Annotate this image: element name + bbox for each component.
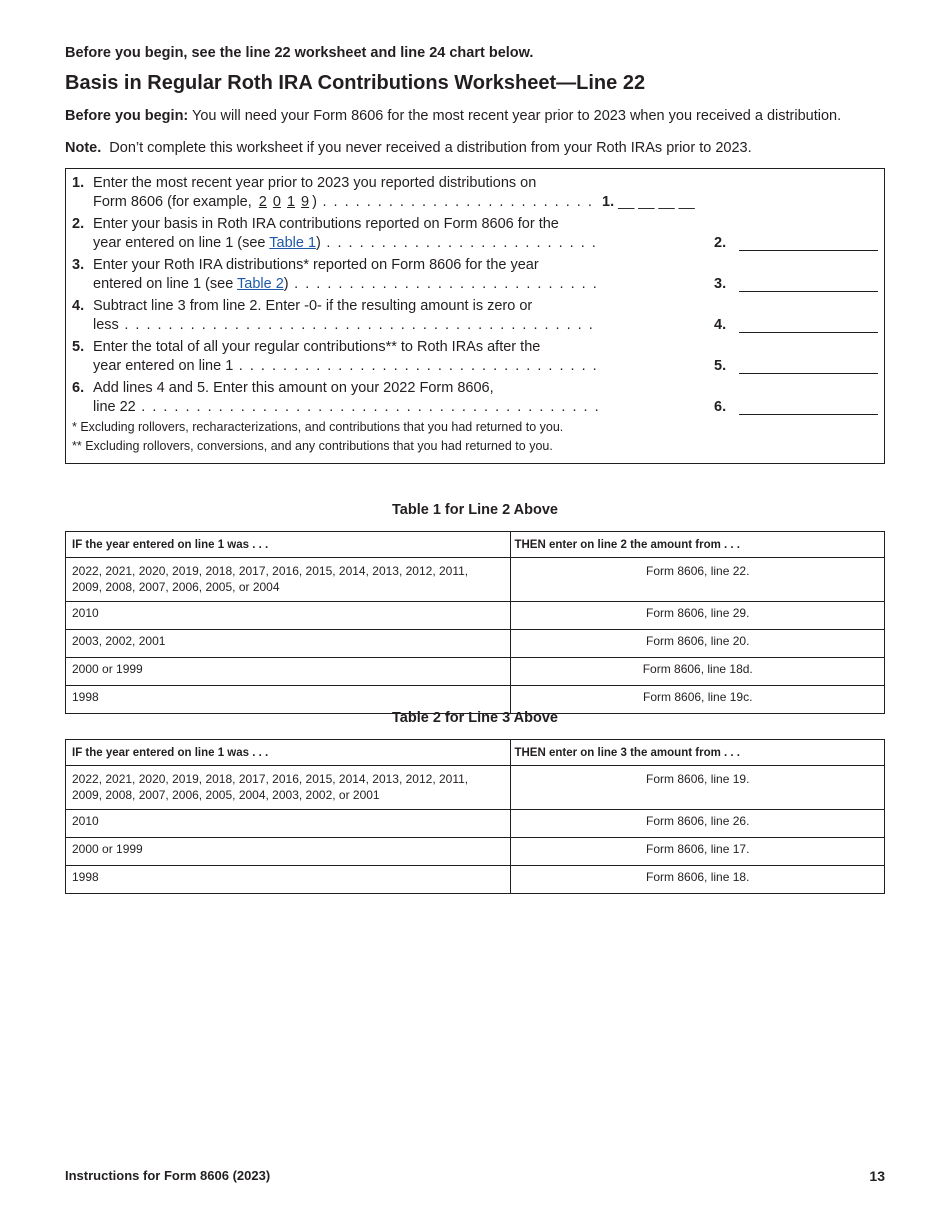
source-cell: Form 8606, line 22.: [511, 558, 885, 602]
table-header-row: [66, 532, 885, 558]
line-label: 4.: [714, 317, 727, 333]
column-header: IF the year entered on line 1 was . . .: [66, 532, 511, 558]
years-cell: 2003, 2002, 2001: [66, 630, 511, 658]
years-line: 2009, 2008, 2007, 2006, 2005, or 2004: [72, 580, 280, 594]
line2-suffix: ): [316, 235, 321, 251]
years-cell: [66, 558, 511, 602]
worksheet-box: [65, 168, 885, 464]
table-1-link[interactable]: Table 1: [269, 235, 317, 251]
years-cell: 1998: [66, 866, 511, 894]
page-number: 13: [869, 1168, 885, 1184]
line-text: Enter your basis in Roth IRA contributions reported on Form 8606 for the: [93, 216, 559, 232]
line-number: 2.: [72, 216, 85, 232]
table-row: [66, 558, 885, 602]
page-title: Basis in Regular Roth IRA Contributions Worksheet—Line 22: [65, 72, 646, 94]
line-text: Add lines 4 and 5. Enter this amount on your 2022 Form 8606,: [93, 380, 494, 396]
worksheet-line-3: [72, 256, 878, 296]
table-2: [65, 739, 885, 894]
line1-prefix: Form 8606 (for example,: [93, 194, 252, 210]
footnote-1: * Excluding rollovers, recharacterizations, and contributions that you had returned to you.: [72, 420, 564, 434]
column-header: THEN enter on line 3 the amount from . . .: [511, 740, 885, 766]
table-2-caption: Table 2 for Line 3 Above: [392, 710, 558, 726]
before-label: Before you begin:: [65, 108, 189, 124]
worksheet-line-1: [72, 174, 878, 214]
source-cell: Form 8606, line 19c.: [511, 686, 885, 714]
intro-note: Before you begin, see the line 22 worksheet and line 24 chart below.: [65, 45, 534, 61]
years-cell: 1998: [66, 686, 511, 714]
line-3-entry-field[interactable]: [739, 291, 878, 292]
table-2-link[interactable]: Table 2: [237, 276, 284, 292]
table-header-row: [66, 740, 885, 766]
line-6-entry-field[interactable]: [739, 414, 878, 415]
line5-text2: year entered on line 1: [93, 358, 234, 374]
line6-text2: line 22: [93, 399, 136, 415]
years-cell: 2000 or 1999: [66, 658, 511, 686]
source-cell: Form 8606, line 26.: [511, 810, 885, 838]
source-cell: Form 8606, line 20.: [511, 630, 885, 658]
line-text-cont: [93, 193, 593, 211]
table-row: [66, 866, 885, 894]
line-number: 4.: [72, 298, 85, 314]
line-text-cont: [93, 398, 598, 416]
line-1-entry[interactable]: [602, 193, 695, 211]
column-header: IF the year entered on line 1 was . . .: [66, 740, 511, 766]
footnote-2: ** Excluding rollovers, conversions, and any contributions that you had returned to you.: [72, 439, 553, 453]
line-4-entry-field[interactable]: [739, 332, 878, 333]
line-label: 6.: [714, 399, 727, 415]
page-footer: Instructions for Form 8606 (2023): [65, 1168, 271, 1183]
line-label: 3.: [714, 276, 727, 292]
worksheet-line-2: [72, 215, 878, 255]
table-row: [66, 630, 885, 658]
worksheet-line-6: [72, 379, 878, 419]
line-label: 1.: [602, 194, 615, 210]
before-text: You will need your Form 8606 for the most recent year prior to 2023 when you received a distribution.: [188, 108, 842, 124]
line-number: 6.: [72, 380, 85, 396]
line-text: Enter the most recent year prior to 2023 you reported distributions on: [93, 175, 537, 191]
years-line: 2022, 2021, 2020, 2019, 2018, 2017, 2016, 2015, 2014, 2013, 2012, 2011,: [72, 772, 469, 786]
years-cell: 2010: [66, 810, 511, 838]
table-1: [65, 531, 885, 714]
source-cell: Form 8606, line 17.: [511, 838, 885, 866]
table-row: [66, 838, 885, 866]
line-text-cont: [93, 357, 598, 375]
note-paragraph: [65, 140, 752, 156]
worksheet-line-5: [72, 338, 878, 378]
years-cell: 2010: [66, 602, 511, 630]
before-you-begin: [65, 108, 841, 124]
line-number: 1.: [72, 175, 85, 191]
line-text-cont: [93, 234, 598, 252]
worksheet-line-4: [72, 297, 878, 337]
example-digit: 9: [301, 194, 310, 210]
source-cell: Form 8606, line 29.: [511, 602, 885, 630]
example-digit: 2: [258, 194, 267, 210]
line-text: Enter the total of all your regular contributions** to Roth IRAs after the: [93, 339, 541, 355]
line-number: 5.: [72, 339, 85, 355]
line3-suffix: ): [283, 276, 289, 292]
line-text: Enter your Roth IRA distributions* reported on Form 8606 for the year: [93, 257, 539, 273]
line-5-entry-field[interactable]: [739, 373, 878, 374]
column-header: THEN enter on line 2 the amount from . . .: [511, 532, 885, 558]
years-cell: [66, 766, 511, 810]
note-label: Note.: [65, 140, 102, 156]
line-number: 3.: [72, 257, 85, 273]
line-text-cont: [93, 316, 598, 334]
years-line: 2009, 2008, 2007, 2006, 2005, 2004, 2003, 2002, or 2001: [72, 788, 380, 802]
line2-prefix: year entered on line 1 (see: [93, 235, 270, 251]
example-digit: 0: [272, 194, 281, 210]
year-blanks: __ __ __ __: [618, 194, 695, 210]
years-cell: 2000 or 1999: [66, 838, 511, 866]
line3-prefix: entered on line 1 (see: [93, 276, 238, 292]
line1-suffix: ): [312, 194, 317, 210]
source-cell: Form 8606, line 18d.: [511, 658, 885, 686]
line-label: 5.: [714, 358, 727, 374]
line-text: Subtract line 3 from line 2. Enter -0- if the resulting amount is zero or: [93, 298, 533, 314]
line-label: 2.: [714, 235, 727, 251]
table-row: [66, 602, 885, 630]
note-text: Don’t complete this worksheet if you never received a distribution from your Roth IRAs prior to 2023.: [101, 140, 752, 156]
source-cell: Form 8606, line 19.: [511, 766, 885, 810]
table-row: [66, 766, 885, 810]
line-2-entry-field[interactable]: [739, 250, 878, 251]
source-cell: Form 8606, line 18.: [511, 866, 885, 894]
line4-text2: less: [93, 317, 119, 333]
line-text-cont: [93, 275, 598, 293]
table-row: [66, 658, 885, 686]
table-row: [66, 810, 885, 838]
table-1-caption: Table 1 for Line 2 Above: [392, 502, 558, 518]
example-digit: 1: [286, 194, 296, 210]
years-line: 2022, 2021, 2020, 2019, 2018, 2017, 2016, 2015, 2014, 2013, 2012, 2011,: [72, 564, 469, 578]
